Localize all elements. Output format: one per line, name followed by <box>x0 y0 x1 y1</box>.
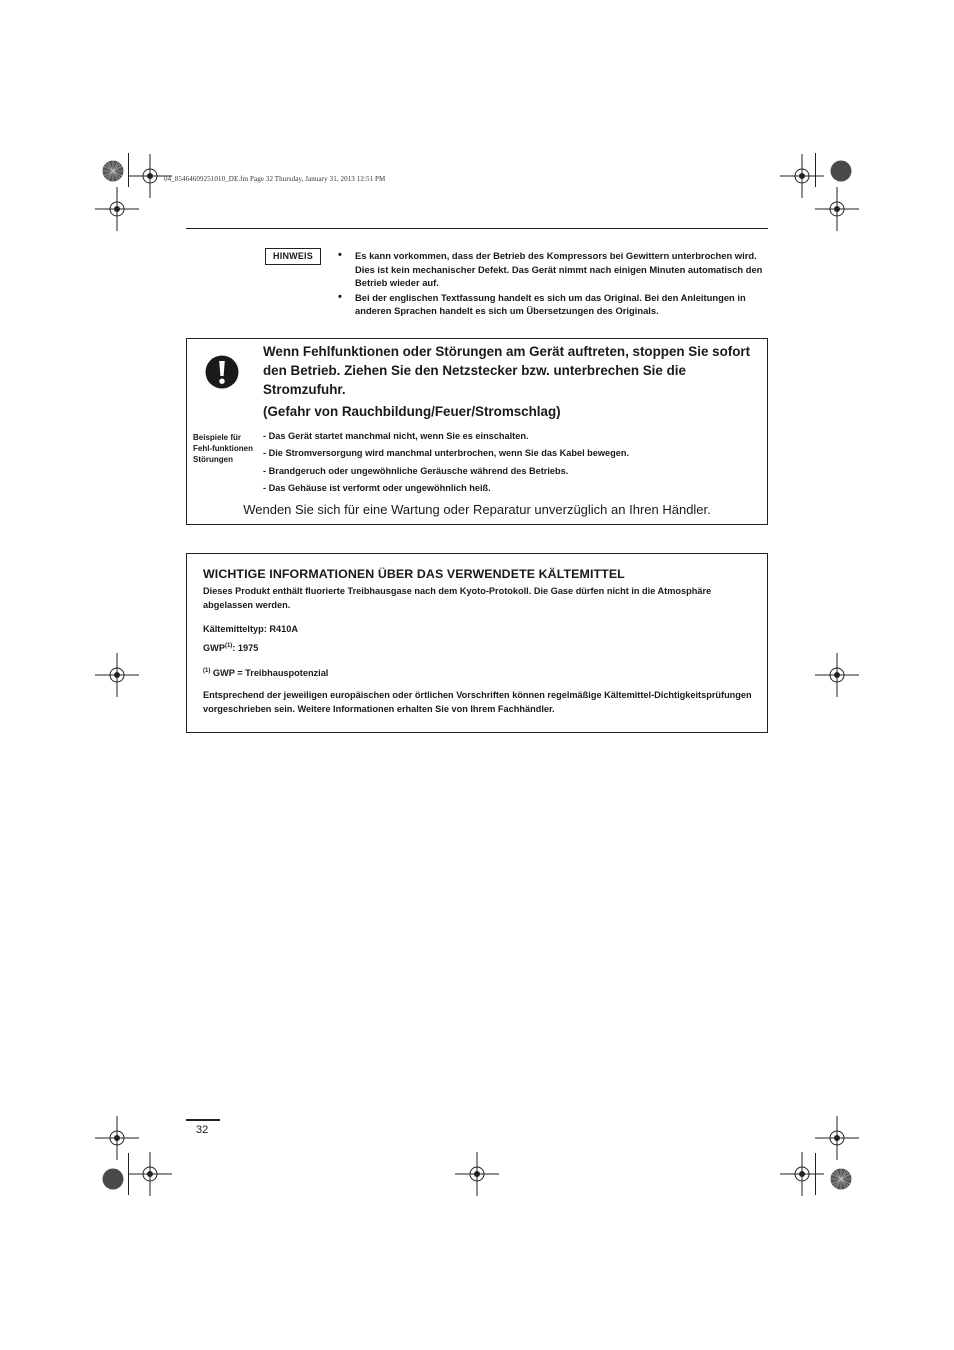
refrigerant-type: Kältemitteltyp: R410A <box>203 624 298 634</box>
list-item <box>336 249 766 290</box>
page-number-rule <box>186 1119 220 1121</box>
refrigerant-intro: Dieses Produkt enthält fluorierte Treibhausgase nach dem Kyoto-Protokoll. Die Gase dürfen nicht in die Atmosphäre abgelassen werden. <box>203 586 712 610</box>
examples-list <box>263 430 763 499</box>
file-info: 04_85464609251010_DE.fm Page 32 Thursday, January 31, 2013 12:51 PM <box>164 175 386 183</box>
gwp-label: GWP <box>203 643 225 653</box>
list-item: - Die Stromversorgung wird manchmal unterbrochen, wenn Sie das Kabel bewegen. <box>263 448 630 459</box>
refrigerant-footnote <box>203 665 328 681</box>
crop-line <box>128 153 129 187</box>
list-item: - Das Gehäuse ist verformt oder ungewöhnlich heiß. <box>263 482 491 493</box>
bullet: • <box>338 249 342 261</box>
page-number: 32 <box>196 1124 209 1136</box>
exclamation-circle-icon <box>205 355 239 389</box>
warning-footer: Wenden Sie sich für eine Wartung oder Reparatur unverzüglich an Ihren Händler. <box>243 502 711 517</box>
bullet: • <box>338 290 342 303</box>
crop-line <box>815 1153 816 1195</box>
list-item: - Brandgeruch oder ungewöhnliche Geräusche während des Betriebs. <box>263 465 569 476</box>
gray-circle-icon <box>102 1168 124 1190</box>
warning-danger: (Gefahr von Rauchbildung/Feuer/Stromschlag) <box>263 404 561 419</box>
registration-mark-icon <box>815 653 859 697</box>
warning-title: Wenn Fehlfunktionen oder Störungen am Gerät auftreten, stoppen Sie sofort den Betrieb. Ziehen Sie den Netzstecker bzw. unterbrechen Sie die Stromzufuhr. <box>263 344 751 397</box>
note-list <box>336 249 766 319</box>
examples-label: Beispiele für Fehl-funktionen Störungen <box>193 433 253 464</box>
note-text: Bei der englischen Textfassung handelt es sich um das Original. Bei den Anleitungen in anderen Sprachen handelt es sich um Übersetzungen des Originals. <box>355 291 746 316</box>
gwp-value: : 1975 <box>232 643 259 653</box>
refrigerant-note: Entsprechend der jeweiligen europäischen oder örtlichen Vorschriften können regelmäßige Kältemittel-Dichtigkeitsprüfungen vorgeschrieben sein. Weitere Informationen erhalten Sie von Ihrem Fachhändler. <box>203 690 752 714</box>
refrigerant-title: WICHTIGE INFORMATIONEN ÜBER DAS VERWENDETE KÄLTEMITTEL <box>203 567 625 581</box>
list-item: - Das Gerät startet manchmal nicht, wenn Sie es einschalten. <box>263 431 529 441</box>
crop-line <box>128 1153 129 1195</box>
gray-circle-icon <box>830 160 852 182</box>
gwp-footnote-mark: (1) <box>224 643 233 649</box>
refrigerant-box <box>186 553 768 733</box>
color-rosette-icon <box>102 160 124 182</box>
crop-line <box>815 153 816 187</box>
header-rule <box>186 228 768 229</box>
registration-mark-icon <box>815 187 859 231</box>
footnote-mark: (1) <box>203 668 211 674</box>
note-label: HINWEIS <box>265 248 321 265</box>
registration-mark-icon <box>95 653 139 697</box>
color-rosette-icon <box>830 1168 852 1190</box>
registration-mark-icon <box>95 187 139 231</box>
warning-box <box>186 338 768 525</box>
registration-mark-icon <box>455 1152 499 1196</box>
refrigerant-gwp <box>203 640 258 656</box>
registration-mark-icon <box>780 1152 824 1196</box>
note-text: Es kann vorkommen, dass der Betrieb des Kompressors bei Gewittern unterbrochen wird. Dies ist kein mechanischer Defekt. Das Gerät nimmt nach einigen Minuten automatisch den Betrieb wieder auf. <box>355 250 763 288</box>
list-item <box>336 291 766 318</box>
registration-mark-icon <box>128 1152 172 1196</box>
footnote-text: GWP = Treibhauspotenzial <box>210 668 329 678</box>
